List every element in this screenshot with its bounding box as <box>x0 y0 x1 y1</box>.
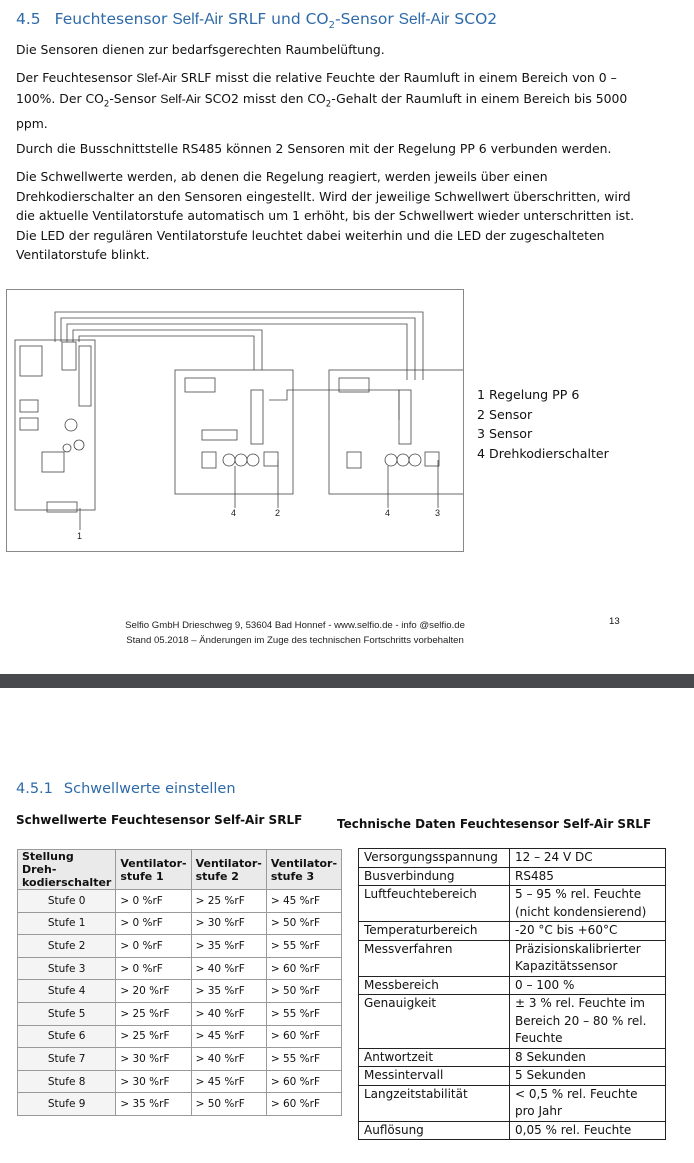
table-cell: > 25 %rF <box>191 890 266 913</box>
table-row <box>18 957 342 980</box>
page-number: 13 <box>609 616 620 627</box>
figure-legend <box>477 385 609 463</box>
table-cell: Stufe 9 <box>18 1093 116 1116</box>
section-number: 4.5 <box>16 10 41 28</box>
paragraph-4: Die Schwellwerte werden, ab denen die Regelung reagiert, werden jeweils über einen Drehkodierschalter an den Sensoren eingestellt. Wird der jeweilige Schwellwert überschritten, wird die aktuelle Ventilatorstufe automatisch um 1 erhöht, bis der Schwellwert wieder unterschritten ist. Die LED der regulären Ventilatorstufe leuchtet dabei weiterhin und die LED der zugeschalteten Ventilatorstufe blinkt. <box>16 169 635 262</box>
page-divider <box>0 674 694 688</box>
column-header: Ventilator-stufe 3 <box>266 850 341 890</box>
legend-item: 2 Sensor <box>477 406 533 422</box>
spec-value: 8 Sekunden <box>510 1048 666 1067</box>
paragraph-3: Durch die Busschnittstelle RS485 können 2 Sensoren mit der Regelung PP 6 verbunden werden. <box>16 141 612 156</box>
callout-2: 2 <box>275 508 281 518</box>
legend-item: 4 Drehkodierschalter <box>477 445 609 461</box>
paragraph-2: Der Feuchtesensor Slef-Air SRLF misst die relative Feuchte der Raumluft in einem Bereich von 0 – 100%. Der $CO_2$-Sensor Self-Air SCO2 misst den $CO_2$-Gehalt der Raumluft in einem Bereich bis 5000 ppm. <box>16 70 628 132</box>
table-row <box>18 1048 342 1071</box>
column-header: Stellung Dreh-kodierschalter <box>18 850 116 890</box>
tech-table-caption: Technische Daten Feuchtesensor Self-Air SRLF <box>337 817 652 831</box>
controller-board <box>15 340 95 510</box>
table-cell: > 60 %rF <box>266 1025 341 1048</box>
legend-item: 3 Sensor <box>477 426 533 441</box>
subsection-heading <box>16 781 236 797</box>
table-row <box>359 867 666 886</box>
table-cell: > 45 %rF <box>191 1070 266 1093</box>
callout-3: 3 <box>435 508 441 518</box>
spec-label: Messintervall <box>359 1067 510 1086</box>
spec-label: Messverfahren <box>359 940 510 976</box>
wiring-diagram <box>6 289 464 552</box>
table-cell: > 25 %rF <box>116 1025 191 1048</box>
spec-label: Genauigkeit <box>359 995 510 1049</box>
heading-text: Feuchtesensor <box>54 10 173 28</box>
spec-label: Luftfeuchtebereich <box>359 886 510 922</box>
spec-value: 5 – 95 % rel. Feuchte (nicht kondensierend) <box>510 886 666 922</box>
sensor-board-2 <box>329 370 463 494</box>
threshold-table-caption: Schwellwerte Feuchtesensor Self-Air SRLF <box>16 813 303 827</box>
subscript: 2 <box>328 20 335 32</box>
spec-value: < 0,5 % rel. Feuchte pro Jahr <box>510 1085 666 1121</box>
table-cell: Stufe 1 <box>18 912 116 935</box>
spec-value: -20 °C bis +60°C <box>510 922 666 941</box>
spec-value: ± 3 % rel. Feuchte im Bereich 20 – 80 % rel. Feuchte <box>510 995 666 1049</box>
spec-label: Langzeitstabilität <box>359 1085 510 1121</box>
table-cell: > 35 %rF <box>191 935 266 958</box>
table-row <box>18 912 342 935</box>
table-cell: Stufe 5 <box>18 1002 116 1025</box>
legend-item: 1 Regelung PP 6 <box>477 387 580 402</box>
tech-data-table <box>358 848 666 1140</box>
table-cell: > 45 %rF <box>191 1025 266 1048</box>
table-cell: > 0 %rF <box>116 912 191 935</box>
table-row <box>359 1067 666 1086</box>
table-cell: Stufe 3 <box>18 957 116 980</box>
table-cell: Stufe 0 <box>18 890 116 913</box>
heading-text: -Sensor <box>335 10 399 28</box>
table-cell: > 50 %rF <box>266 912 341 935</box>
table-cell: > 35 %rF <box>116 1093 191 1116</box>
spec-label: Antwortzeit <box>359 1048 510 1067</box>
spec-label: Auflösung <box>359 1121 510 1140</box>
spec-value: 0 – 100 % <box>510 976 666 995</box>
table-cell: > 40 %rF <box>191 957 266 980</box>
spec-label: Busverbindung <box>359 867 510 886</box>
table-row <box>18 935 342 958</box>
callout-1: 1 <box>77 531 83 541</box>
spec-label: Messbereich <box>359 976 510 995</box>
table-cell: > 40 %rF <box>191 1048 266 1071</box>
spec-value: RS485 <box>510 867 666 886</box>
paragraph-1: Die Sensoren dienen zur bedarfsgerechten Raumbelüftung. <box>16 42 385 57</box>
table-cell: > 30 %rF <box>191 912 266 935</box>
table-row <box>18 1070 342 1093</box>
table-row <box>359 1085 666 1121</box>
table-cell: Stufe 4 <box>18 980 116 1003</box>
table-cell: > 45 %rF <box>266 890 341 913</box>
table-cell: > 60 %rF <box>266 957 341 980</box>
subsection-title: Schwellwerte einstellen <box>63 781 236 797</box>
table-row <box>359 976 666 995</box>
table-row <box>359 922 666 941</box>
section-heading <box>16 10 497 31</box>
table-cell: > 30 %rF <box>116 1048 191 1071</box>
table-row <box>18 980 342 1003</box>
table-cell: > 25 %rF <box>116 1002 191 1025</box>
table-row <box>18 1093 342 1116</box>
table-cell: Stufe 8 <box>18 1070 116 1093</box>
table-row <box>359 1121 666 1140</box>
table-cell: > 60 %rF <box>266 1093 341 1116</box>
subsection-number: 4.5.1 <box>16 781 53 797</box>
spec-value: 5 Sekunden <box>510 1067 666 1086</box>
table-row <box>359 886 666 922</box>
wiring-diagram-svg <box>7 290 463 551</box>
table-cell: > 0 %rF <box>116 890 191 913</box>
table-cell: > 0 %rF <box>116 957 191 980</box>
footer-note: Stand 05.2018 – Änderungen im Zuge des technischen Fortschritts vorbehalten <box>126 635 464 646</box>
footer-address: Selfio GmbH Drieschweg 9, 53604 Bad Honnef - www.selfio.de - info @selfio.de <box>125 620 465 631</box>
heading-text: SRLF und CO <box>223 10 329 28</box>
sensor-board-1 <box>175 370 293 494</box>
table-row <box>359 995 666 1049</box>
table-row <box>359 1048 666 1067</box>
column-header: Ventilator-stufe 1 <box>116 850 191 890</box>
table-cell: > 55 %rF <box>266 1048 341 1071</box>
callout-4a: 4 <box>231 508 237 518</box>
table-row <box>359 849 666 868</box>
callout-4b: 4 <box>385 508 391 518</box>
spec-value: 12 – 24 V DC <box>510 849 666 868</box>
table-cell: Stufe 6 <box>18 1025 116 1048</box>
spec-label: Temperaturbereich <box>359 922 510 941</box>
column-header: Ventilator-stufe 2 <box>191 850 266 890</box>
table-cell: > 30 %rF <box>116 1070 191 1093</box>
table-cell: > 55 %rF <box>266 935 341 958</box>
heading-text: SCO2 <box>449 10 498 28</box>
table-cell: > 40 %rF <box>191 1002 266 1025</box>
brand-text: Self-Air <box>398 11 450 28</box>
spec-label: Versorgungsspannung <box>359 849 510 868</box>
table-row <box>18 1025 342 1048</box>
table-cell: > 0 %rF <box>116 935 191 958</box>
threshold-table <box>17 849 342 1116</box>
table-cell: > 50 %rF <box>266 980 341 1003</box>
table-cell: > 35 %rF <box>191 980 266 1003</box>
table-cell: > 55 %rF <box>266 1002 341 1025</box>
spec-value: 0,05 % rel. Feuchte <box>510 1121 666 1140</box>
brand-text: Self-Air <box>172 11 224 28</box>
table-cell: > 20 %rF <box>116 980 191 1003</box>
table-row <box>18 1002 342 1025</box>
table-row <box>18 890 342 913</box>
table-cell: Stufe 2 <box>18 935 116 958</box>
table-cell: Stufe 7 <box>18 1048 116 1071</box>
spec-value: Präzisionskalibrierter Kapazitätssensor <box>510 940 666 976</box>
table-row <box>359 940 666 976</box>
table-cell: > 60 %rF <box>266 1070 341 1093</box>
table-cell: > 50 %rF <box>191 1093 266 1116</box>
